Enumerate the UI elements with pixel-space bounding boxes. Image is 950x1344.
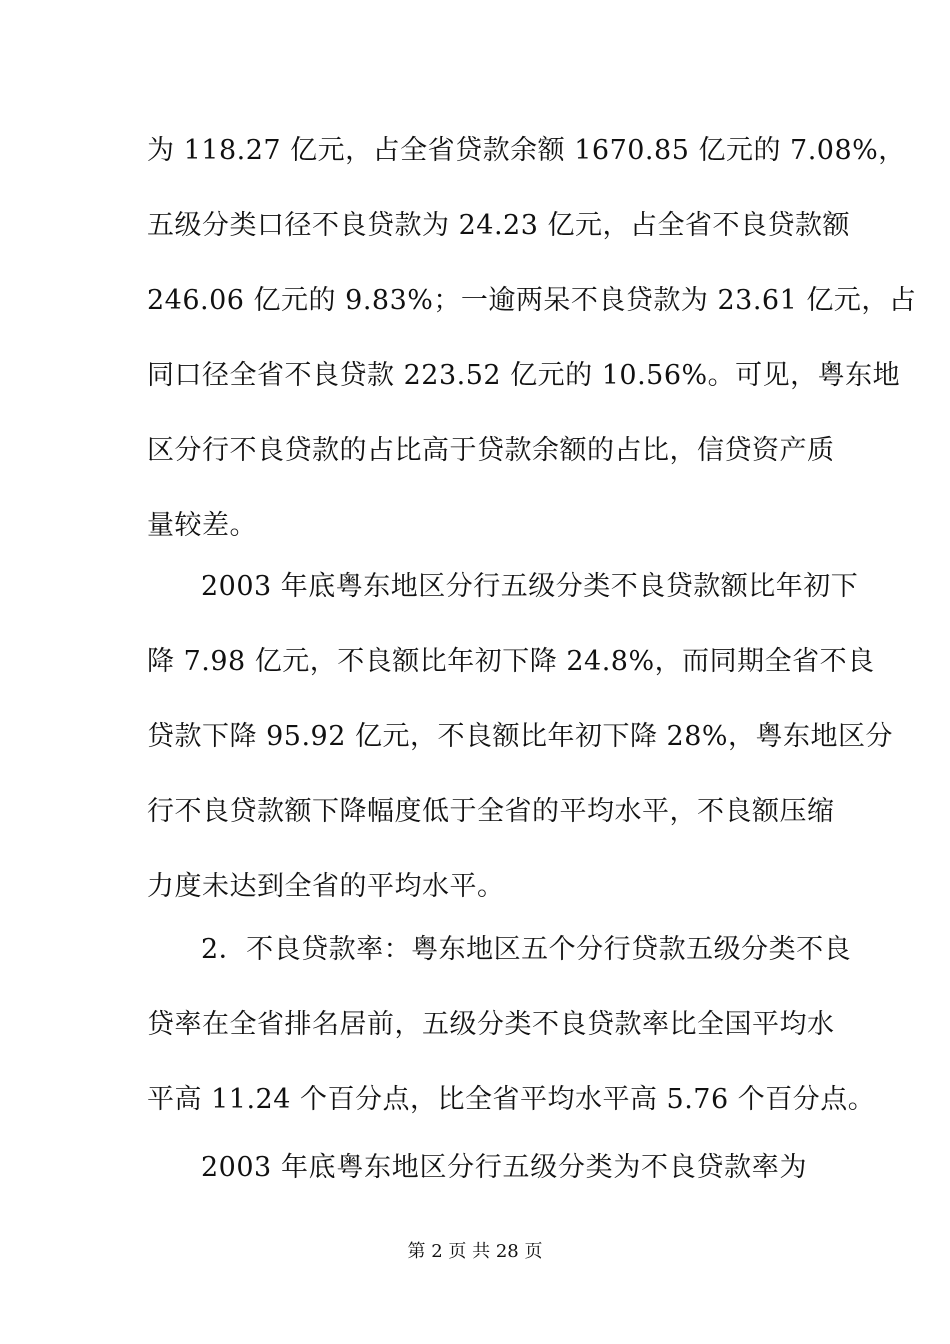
- text-line-5: 区分行不良贷款的占比高于贷款余额的占比，信贷资产质: [147, 435, 835, 466]
- text-line-6: 量较差。: [147, 510, 257, 541]
- text-line-1: 为 118.27 亿元，占全省贷款余额 1670.85 亿元的 7.08%，: [147, 135, 906, 166]
- text-line-4: 同口径全省不良贷款 223.52 亿元的 10.56%。可见，粤东地: [147, 360, 901, 391]
- page-number-footer: 第 2 页 共 28 页: [407, 1241, 543, 1262]
- text-line-12: 2．不良贷款率：粤东地区五个分行贷款五级分类不良: [201, 934, 852, 965]
- text-line-9: 贷款下降 95.92 亿元，不良额比年初下降 28%，粤东地区分: [147, 721, 894, 752]
- text-line-10: 行不良贷款额下降幅度低于全省的平均水平，不良额压缩: [147, 796, 835, 827]
- text-line-15: 2003 年底粤东地区分行五级分类为不良贷款率为: [201, 1152, 807, 1183]
- text-line-3: 246.06 亿元的 9.83%；一逾两呆不良贷款为 23.61 亿元，占: [147, 285, 917, 316]
- text-line-13: 贷率在全省排名居前，五级分类不良贷款率比全国平均水: [147, 1009, 835, 1040]
- text-line-14: 平高 11.24 个百分点，比全省平均水平高 5.76 个百分点。: [147, 1084, 876, 1115]
- text-line-2: 五级分类口径不良贷款为 24.23 亿元，占全省不良贷款额: [147, 210, 850, 241]
- text-line-8: 降 7.98 亿元，不良额比年初下降 24.8%，而同期全省不良: [147, 646, 875, 677]
- text-line-7: 2003 年底粤东地区分行五级分类不良贷款额比年初下: [201, 571, 859, 602]
- text-line-11: 力度未达到全省的平均水平。: [147, 871, 505, 902]
